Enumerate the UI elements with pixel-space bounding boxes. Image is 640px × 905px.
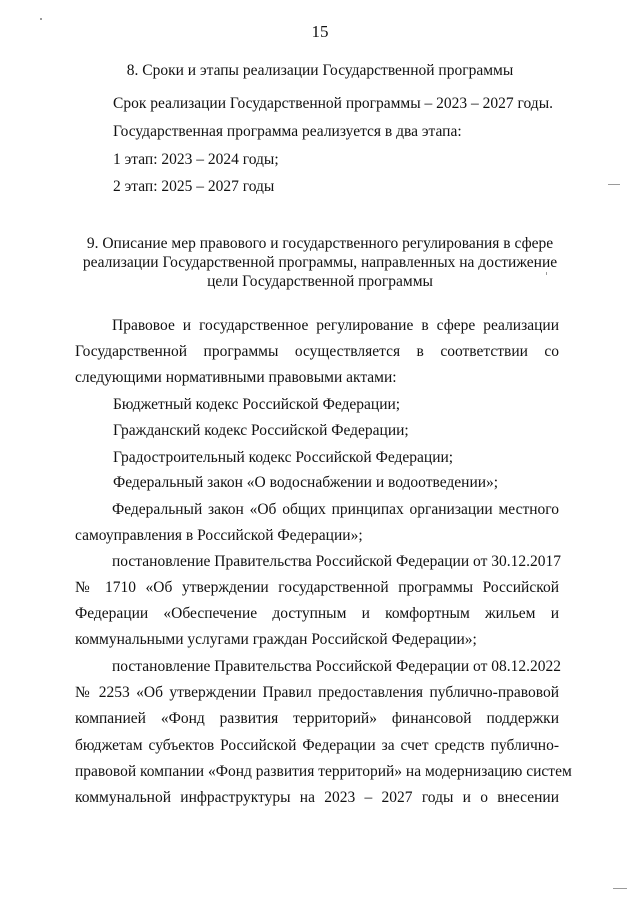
decree-2253-line-1: постановление Правительства Российской Федерации от 08.12.2022 (112, 658, 561, 675)
decree-1710-line-2: № 1710 «Об утверждении государственной программы Российской (75, 579, 559, 596)
section-8-title: 8. Сроки и этапы реализации Государственной программы (126, 62, 514, 79)
intro-line-3: следующими нормативными правовыми актами: (75, 369, 397, 386)
decree-2253-line-3: компанией «Фонд развития территорий» финансовой поддержки (75, 710, 559, 727)
section-9-title-line-2: реализации Государственной программы, направленных на достижение (82, 254, 558, 271)
act-urban-code: Градостроительный кодекс Российской Федерации; (113, 449, 454, 466)
act-civil-code: Гражданский кодекс Российской Федерации; (113, 422, 409, 439)
law-local-gov-line-2: самоуправления в Российской Федерации»; (75, 527, 363, 544)
decree-2253-line-2: № 2253 «Об утверждении Правил предоставления публично-правовой (75, 684, 559, 701)
program-term-line: Срок реализации Государственной программы – 2023 – 2027 годы. (113, 95, 553, 112)
stage-1-line: 1 этап: 2023 – 2024 годы; (113, 151, 279, 168)
decree-1710-line-1: постановление Правительства Российской Федерации от 30.12.2017 (112, 553, 561, 570)
decree-1710-line-3: Федерации «Обеспечение доступным и комфортным жильем и (75, 605, 559, 622)
scan-mark (40, 18, 42, 20)
section-9-title-line-1: 9. Описание мер правового и государственного регулирования в сфере (86, 235, 554, 252)
stage-2-line: 2 этап: 2025 – 2027 годы (113, 178, 275, 195)
page-number: 15 (311, 22, 329, 41)
law-local-gov-line-1: Федеральный закон «Об общих принципах организации местного (112, 501, 559, 518)
decree-2253-line-4: бюджетам субъектов Российской Федерации за счет средств публично- (75, 737, 559, 754)
act-water-law: Федеральный закон «О водоснабжении и водоотведении»; (113, 474, 499, 491)
intro-line-2: Государственной программы осуществляется в соответствии со (75, 343, 559, 360)
decree-2253-line-5: правовой компании «Фонд развития территорий» на модернизацию систем (75, 763, 572, 780)
section-9-title-line-3: цели Государственной программы (207, 273, 433, 290)
scan-mark (613, 888, 627, 889)
decree-2253-line-6: коммунальной инфраструктуры на 2023 – 2027 годы и о внесении (75, 789, 559, 806)
stages-intro-line: Государственная программа реализуется в два этапа: (113, 123, 462, 140)
scan-mark (608, 184, 620, 185)
decree-1710-line-4: коммунальными услугами граждан Российской Федерации»; (75, 631, 477, 648)
act-budget-code: Бюджетный кодекс Российской Федерации; (113, 396, 401, 413)
intro-line-1: Правовое и государственное регулирование в сфере реализации (112, 317, 559, 334)
